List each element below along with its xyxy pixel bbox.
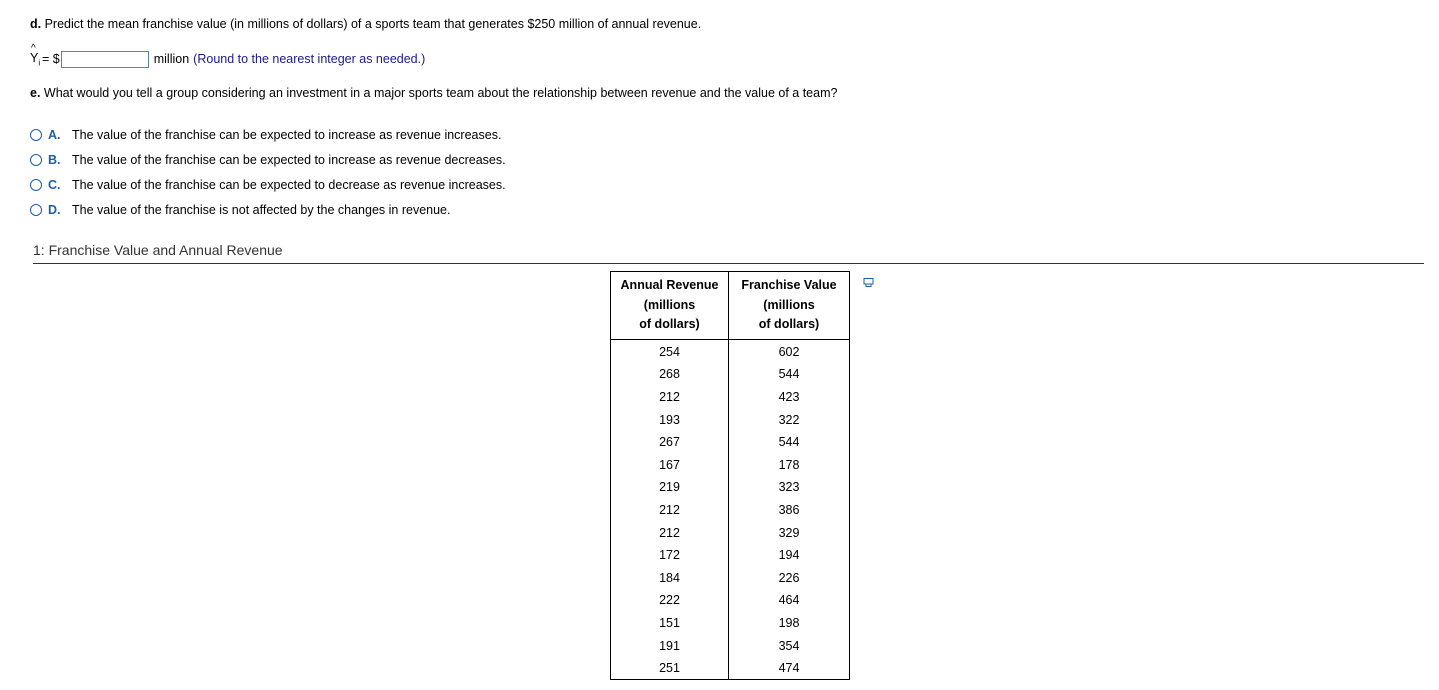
table-header-row (611, 272, 850, 340)
franchise-value-cell: 178 (729, 453, 850, 476)
col-header-revenue: Annual Revenue (millions of dollars) (611, 272, 729, 340)
franchise-value-cell: 226 (729, 566, 850, 589)
revenue-cell: 191 (611, 634, 729, 657)
revenue-cell: 193 (611, 408, 729, 431)
yhat-subscript: i (38, 58, 41, 68)
revenue-cell: 184 (611, 566, 729, 589)
radio-a[interactable] (30, 129, 42, 141)
table-row (611, 453, 850, 476)
radio-c[interactable] (30, 179, 42, 191)
table-row (611, 408, 850, 431)
revenue-cell: 167 (611, 453, 729, 476)
yhat-symbol: ^ $Y_i$ (30, 42, 41, 68)
revenue-cell: 212 (611, 499, 729, 522)
revenue-cell: 219 (611, 476, 729, 499)
table-row (611, 363, 850, 386)
franchise-value-cell: 194 (729, 544, 850, 567)
yhat-hat: ^ (31, 42, 36, 54)
option-d-text: The value of the franchise is not affected by the changes in revenue. (72, 202, 451, 217)
franchise-value-cell: 474 (729, 657, 850, 680)
revenue-cell: 222 (611, 589, 729, 612)
revenue-cell: 172 (611, 544, 729, 567)
part-d-text: Predict the mean franchise value (in millions of dollars) of a sports team that generates $250 million of annual revenue. (41, 17, 702, 31)
franchise-value-cell: 423 (729, 386, 850, 409)
copy-data-icon[interactable] (863, 277, 875, 289)
revenue-cell: 254 (611, 339, 729, 363)
franchise-value-cell: 544 (729, 363, 850, 386)
table-row (611, 476, 850, 499)
option-a-text: The value of the franchise can be expected to increase as revenue increases. (72, 127, 502, 142)
table-row (611, 339, 850, 363)
equals-dollar: = $ (42, 52, 60, 66)
option-a[interactable]: A. The value of the franchise can be expected to increase as revenue increases. (30, 122, 506, 147)
table-row (611, 657, 850, 680)
table-row (611, 431, 850, 454)
part-e-question (30, 86, 837, 100)
part-e-label: e. (30, 86, 41, 100)
table-row (611, 544, 850, 567)
revenue-cell: 267 (611, 431, 729, 454)
part-d-question (30, 17, 701, 31)
franchise-value-input[interactable] (61, 51, 149, 68)
franchise-value-cell: 354 (729, 634, 850, 657)
revenue-cell: 212 (611, 386, 729, 409)
radio-d[interactable] (30, 204, 42, 216)
revenue-cell: 212 (611, 521, 729, 544)
franchise-value-cell: 322 (729, 408, 850, 431)
franchise-value-cell: 464 (729, 589, 850, 612)
option-c[interactable]: C. The value of the franchise can be expected to decrease as revenue increases. (30, 172, 506, 197)
radio-b[interactable] (30, 154, 42, 166)
franchise-value-cell: 544 (729, 431, 850, 454)
data-table (610, 271, 850, 680)
unit-label: million (153, 52, 190, 66)
table-row (611, 521, 850, 544)
option-d[interactable]: D. The value of the franchise is not affected by the changes in revenue. (30, 197, 506, 222)
revenue-cell: 268 (611, 363, 729, 386)
part-d-answer-row (30, 42, 426, 70)
table-row (611, 589, 850, 612)
revenue-cell: 151 (611, 612, 729, 635)
option-b-text: The value of the franchise can be expected to increase as revenue decreases. (72, 152, 506, 167)
franchise-value-cell: 386 (729, 499, 850, 522)
revenue-cell: 251 (611, 657, 729, 680)
franchise-value-cell: 602 (729, 339, 850, 363)
rounding-hint: (Round to the nearest integer as needed.) (193, 52, 426, 66)
part-d-label: d. (30, 17, 42, 31)
table-row (611, 566, 850, 589)
col-header-franchise-value: Franchise Value (millions of dollars) (729, 272, 850, 340)
section-divider (33, 263, 1424, 264)
section-title: 1: Franchise Value and Annual Revenue (33, 242, 283, 258)
table-row (611, 499, 850, 522)
answer-options (30, 122, 506, 222)
option-c-text: The value of the franchise can be expected to decrease as revenue increases. (72, 177, 506, 192)
table-row (611, 634, 850, 657)
table-row (611, 386, 850, 409)
table-body (611, 339, 850, 680)
franchise-value-cell: 198 (729, 612, 850, 635)
part-e-text: What would you tell a group considering an investment in a major sports team about the relationship between revenue and the value of a team? (40, 86, 838, 100)
table-row (611, 612, 850, 635)
franchise-value-cell: 323 (729, 476, 850, 499)
franchise-value-cell: 329 (729, 521, 850, 544)
option-b[interactable]: B. The value of the franchise can be expected to increase as revenue decreases. (30, 147, 506, 172)
